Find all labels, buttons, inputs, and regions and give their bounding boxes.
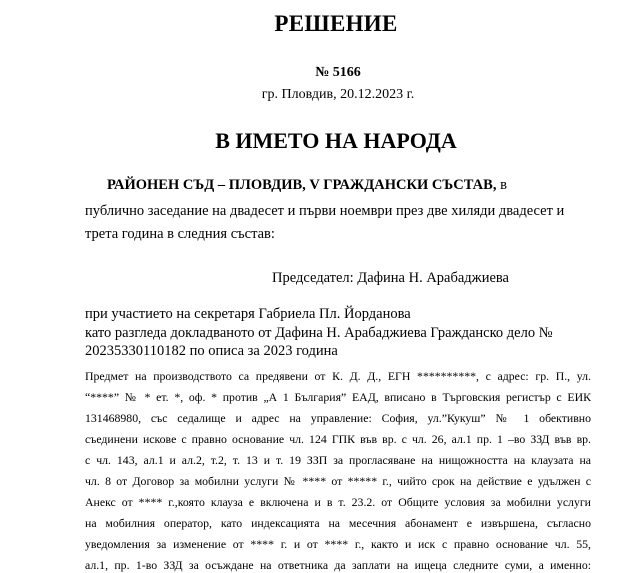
body-text-line: Анекс от **** г.,която клауза е включена и в т. 23.2. от Общите условия за мобилни услуги <box>85 495 591 509</box>
body-text-line: с чл. 143, ал.1 и ал.2, т.2, т. 13 и т. 19 ЗЗП за прогласяване на нищожността на клаузата на <box>85 453 591 467</box>
case-line-2: 20235330110182 по описа за 2023 година <box>85 343 338 359</box>
body-text-line: уведомления за изменение от **** г. и от **** г., както и иск с правно основание чл. 55, <box>85 537 591 551</box>
decision-number: № 5166 <box>315 65 361 80</box>
body-text-line: съединени искове с правно основание чл. 124 ГПК във вр. с чл. 26, ал.1 пр. 1 –во ЗЗД във вр. <box>85 432 591 446</box>
case-line-1: като разгледа докладваното от Дафина Н. Арабаджиева Гражданско дело № <box>85 325 553 341</box>
composition-line: трета година в следния състав: <box>85 226 275 242</box>
court-composition-line <box>107 177 507 194</box>
court-line-tail: в <box>496 177 507 193</box>
court-name: РАЙОНЕН СЪД – ПЛОВДИВ, V ГРАЖДАНСКИ СЪСТАВ, <box>107 177 497 193</box>
chairman-line: Председател: Дафина Н. Арабаджиева <box>272 270 509 286</box>
body-text-line: 131468980, със седалище и адрес на управление: София, ул.”Кукуш” № 1 обективно <box>85 411 591 425</box>
body-text-line: Предмет на производството са предявени от К. Д. Д., ЕГН **********, с адрес: гр. П., ул. <box>85 369 591 383</box>
document-title: РЕШЕНИЕ <box>274 11 398 36</box>
session-line: публично заседание на двадесет и първи ноември през две хиляди двадесет и <box>85 203 565 219</box>
body-text-line: “****” № * ет. *, оф. * против „А 1 България” ЕАД, вписано в Търговския регистър с ЕИК <box>85 390 591 404</box>
body-text-line: чл. 8 от Договор за мобилни услуги № **** от ***** г., чийто срок на действие е удължен с <box>85 474 591 488</box>
in-the-name-of-the-people-heading: В ИМЕТО НА НАРОДА <box>215 128 457 153</box>
place-and-date: гр. Пловдив, 20.12.2023 г. <box>261 87 415 102</box>
body-text-line: ал.1, пр. 1-во ЗЗД за осъждане на ответника да заплати на ищеца следните суми, а именно: <box>85 558 591 572</box>
body-text-line: на мобилния оператор, като индексацията на месечния абонамент е извършена, съгласно <box>85 516 591 530</box>
secretary-line: при участието на секретаря Габриела Пл. Йорданова <box>85 306 411 322</box>
